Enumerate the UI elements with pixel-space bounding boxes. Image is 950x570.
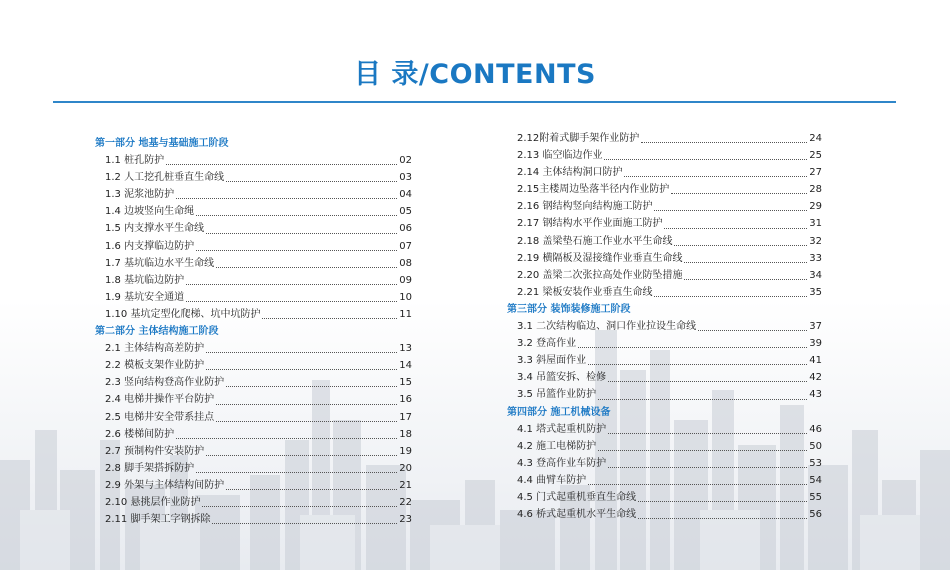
toc-entry-page: 53 <box>809 457 822 469</box>
toc-entry-page: 20 <box>399 462 412 474</box>
toc-left-column <box>95 135 412 528</box>
dot-leader <box>216 404 397 405</box>
toc-entry-label: 1.5 内支撑水平生命线 <box>105 223 205 235</box>
toc-entry-page: 05 <box>399 206 412 218</box>
dot-leader <box>226 386 397 387</box>
toc-entry[interactable] <box>507 284 822 301</box>
toc-entry[interactable] <box>95 169 412 186</box>
dot-leader <box>202 506 397 507</box>
toc-entry-label: 3.4 吊篮安拆、检修 <box>517 372 607 384</box>
toc-entry-page: 35 <box>809 286 822 298</box>
toc-entry[interactable] <box>95 443 412 460</box>
toc-entry[interactable] <box>95 511 412 528</box>
dot-leader <box>608 467 807 468</box>
toc-entry[interactable] <box>95 152 412 169</box>
dot-leader <box>186 301 397 302</box>
section-heading: 第三部分 装饰装修施工阶段 <box>507 303 631 315</box>
toc-entry-page: 32 <box>809 235 822 247</box>
toc-entry-page: 10 <box>399 291 412 303</box>
toc-entry[interactable] <box>95 391 412 408</box>
toc-entry[interactable] <box>507 181 822 198</box>
section-heading: 第二部分 主体结构施工阶段 <box>95 326 219 338</box>
toc-entry-page: 16 <box>399 394 412 406</box>
toc-entry[interactable] <box>507 421 822 438</box>
section-heading: 第四部分 施工机械设备 <box>507 406 611 418</box>
dot-leader <box>638 501 807 502</box>
dot-leader <box>664 228 807 229</box>
dot-leader <box>176 438 397 439</box>
toc-entry-label: 2.6 楼梯间防护 <box>105 428 175 440</box>
toc-entry[interactable] <box>95 477 412 494</box>
toc-entry-page: 46 <box>809 423 822 435</box>
toc-entry-page: 18 <box>399 428 412 440</box>
toc-entry[interactable] <box>95 272 412 289</box>
dot-leader <box>684 262 807 263</box>
toc-entry-label: 1.8 基坑临边防护 <box>105 274 185 286</box>
toc-entry-label: 2.4 电梯井操作平台防护 <box>105 394 215 406</box>
toc-entry-label: 2.3 竖向结构登高作业防护 <box>105 377 225 389</box>
toc-entry[interactable] <box>507 164 822 181</box>
toc-entry-label: 1.6 内支撑临边防护 <box>105 240 195 252</box>
toc-entry-label: 2.9 外架与主体结构间防护 <box>105 479 225 491</box>
dot-leader <box>598 450 807 451</box>
dot-leader <box>196 215 397 216</box>
toc-entry[interactable] <box>95 426 412 443</box>
toc-entry-label: 3.3 斜屋面作业 <box>517 355 587 367</box>
toc-entry-page: 23 <box>399 514 412 526</box>
dot-leader <box>654 296 807 297</box>
dot-leader <box>604 159 807 160</box>
toc-entry[interactable] <box>95 340 412 357</box>
toc-entry[interactable] <box>95 494 412 511</box>
toc-entry-label: 4.3 登高作业车防护 <box>517 457 607 469</box>
dot-leader <box>684 279 807 280</box>
toc-entry-label: 3.2 登高作业 <box>517 338 577 350</box>
toc-entry-page: 37 <box>809 321 822 333</box>
dot-leader <box>212 523 397 524</box>
toc-entry-page: 21 <box>399 479 412 491</box>
toc-entry[interactable] <box>95 186 412 203</box>
dot-leader <box>166 164 397 165</box>
toc-entry[interactable] <box>95 374 412 391</box>
toc-entry-label: 1.9 基坑安全通道 <box>105 291 185 303</box>
toc-entry-page: 14 <box>399 360 412 372</box>
dot-leader <box>671 193 807 194</box>
dot-leader <box>262 318 397 319</box>
toc-entry[interactable] <box>507 198 822 215</box>
toc-entry[interactable] <box>507 318 822 335</box>
dot-leader <box>608 381 807 382</box>
toc-entry-label: 2.10 悬挑层作业防护 <box>105 496 201 508</box>
toc-entry-label: 2.19 横隔板及湿接缝作业垂直生命线 <box>517 252 683 264</box>
toc-entry[interactable] <box>507 267 822 284</box>
toc-entry-label: 2.11 脚手架工字钢拆除 <box>105 514 211 526</box>
toc-entry-page: 43 <box>809 389 822 401</box>
toc-entry-label: 3.5 吊篮作业防护 <box>517 389 597 401</box>
toc-entry-label: 1.1 桩孔防护 <box>105 155 165 167</box>
dot-leader <box>216 421 397 422</box>
dot-leader <box>176 198 397 199</box>
toc-entry-page: 24 <box>809 133 822 144</box>
toc-entry-label: 2.5 电梯井安全带系挂点 <box>105 411 215 423</box>
toc-entry[interactable] <box>95 203 412 220</box>
page-title: 目 录/CONTENTS <box>354 59 596 90</box>
toc-entry[interactable] <box>95 409 412 426</box>
toc-entry-page: 02 <box>399 155 412 167</box>
toc-entry[interactable] <box>507 130 822 147</box>
toc-entry-label: 4.5 门式起重机垂直生命线 <box>517 491 637 503</box>
toc-entry[interactable] <box>95 255 412 272</box>
toc-entry[interactable] <box>507 455 822 472</box>
toc-entry-label: 1.7 基坑临边水平生命线 <box>105 257 215 269</box>
toc-entry-page: 07 <box>399 240 412 252</box>
toc-entry-page: 13 <box>399 343 412 355</box>
toc-entry-page: 08 <box>399 257 412 269</box>
dot-leader <box>654 210 807 211</box>
dot-leader <box>588 484 807 485</box>
toc-entry-page: 28 <box>809 184 822 196</box>
toc-entry[interactable] <box>95 220 412 237</box>
toc-right-column <box>507 130 822 523</box>
dot-leader <box>196 250 397 251</box>
toc-entry-page: 17 <box>399 411 412 423</box>
toc-entry[interactable] <box>95 238 412 255</box>
toc-entry-page: 54 <box>809 474 822 486</box>
toc-entry-label: 2.21 梁板安装作业垂直生命线 <box>517 286 653 298</box>
dot-leader <box>674 245 807 246</box>
dot-leader <box>206 233 397 234</box>
toc-entry-page: 03 <box>399 172 412 184</box>
toc-entry-label: 2.12附着式脚手架作业防护 <box>517 133 640 144</box>
dot-leader <box>588 364 807 365</box>
toc-entry[interactable] <box>95 289 412 306</box>
toc-entry[interactable] <box>507 369 822 386</box>
toc-entry-page: 09 <box>399 274 412 286</box>
toc-entry-label: 2.13 临空临边作业 <box>517 150 603 162</box>
toc-entry-page: 06 <box>399 223 412 235</box>
toc-entry-label: 2.17 钢结构水平作业面施工防护 <box>517 218 663 230</box>
toc-entry[interactable] <box>507 215 822 232</box>
toc-entry-label: 1.4 边坡竖向生命绳 <box>105 206 195 218</box>
dot-leader <box>624 176 807 177</box>
toc-entry-page: 27 <box>809 167 822 179</box>
toc-entry[interactable] <box>95 460 412 477</box>
dot-leader <box>641 142 807 143</box>
dot-leader <box>608 433 807 434</box>
toc-entry-label: 2.14 主体结构洞口防护 <box>517 167 623 179</box>
toc-entry-page: 50 <box>809 440 822 452</box>
toc-entry[interactable] <box>507 335 822 352</box>
toc-entry-page: 39 <box>809 338 822 350</box>
toc-entry-page: 11 <box>399 308 412 320</box>
toc-entry-page: 42 <box>809 372 822 384</box>
toc-entry[interactable] <box>95 306 412 323</box>
toc-entry-page: 33 <box>809 252 822 264</box>
dot-leader <box>598 399 807 400</box>
toc-entry[interactable] <box>507 386 822 403</box>
dot-leader <box>196 472 397 473</box>
toc-entry-label: 4.1 塔式起重机防护 <box>517 423 607 435</box>
toc-entry-label: 2.20 盖梁二次张拉高处作业防坠措施 <box>517 269 683 281</box>
toc-entry-label: 2.1 主体结构高差防护 <box>105 343 205 355</box>
toc-entry-label: 2.8 脚手架搭拆防护 <box>105 462 195 474</box>
dot-leader <box>206 455 397 456</box>
toc-entry[interactable] <box>507 506 822 523</box>
toc-entry-label: 4.2 施工电梯防护 <box>517 440 597 452</box>
toc-entry-page: 04 <box>399 189 412 201</box>
dot-leader <box>206 369 397 370</box>
dot-leader <box>698 330 807 331</box>
toc-entry[interactable] <box>507 489 822 506</box>
dot-leader <box>638 518 807 519</box>
toc-entry-label: 2.16 钢结构竖向结构施工防护 <box>517 201 653 213</box>
toc-entry-page: 15 <box>399 377 412 389</box>
toc-entry[interactable] <box>507 438 822 455</box>
toc-entry-page: 56 <box>809 509 822 521</box>
dot-leader <box>226 181 397 182</box>
toc-entry-label: 4.4 曲臂车防护 <box>517 474 587 486</box>
toc-entry-label: 2.2 模板支架作业防护 <box>105 360 205 372</box>
toc-entry-label: 2.7 预制构件安装防护 <box>105 445 205 457</box>
toc-entry[interactable] <box>507 250 822 267</box>
toc-entry[interactable] <box>507 472 822 489</box>
toc-entry-page: 31 <box>809 218 822 230</box>
toc-entry-label: 2.18 盖梁垫石施工作业水平生命线 <box>517 235 673 247</box>
dot-leader <box>206 352 397 353</box>
toc-entry-label: 1.10 基坑定型化爬梯、坑中坑防护 <box>105 308 261 320</box>
dot-leader <box>226 489 397 490</box>
dot-leader <box>186 284 397 285</box>
toc-entry-label: 1.2 人工挖孔桩垂直生命线 <box>105 172 225 184</box>
toc-entry-page: 19 <box>399 445 412 457</box>
toc-entry-page: 29 <box>809 201 822 213</box>
toc-entry-label: 1.3 泥浆池防护 <box>105 189 175 201</box>
toc-entry-page: 34 <box>809 269 822 281</box>
dot-leader <box>216 267 397 268</box>
toc-entry[interactable] <box>507 352 822 369</box>
toc-entry-page: 55 <box>809 491 822 503</box>
toc-entry[interactable] <box>507 147 822 164</box>
toc-entry[interactable] <box>95 357 412 374</box>
toc-entry[interactable] <box>507 233 822 250</box>
toc-entry-label: 2.15主楼周边坠落半径内作业防护 <box>517 184 670 196</box>
section-heading: 第一部分 地基与基础施工阶段 <box>95 138 229 149</box>
toc-entry-page: 25 <box>809 150 822 162</box>
toc-entry-label: 4.6 桥式起重机水平生命线 <box>517 509 637 521</box>
title-divider <box>53 101 896 103</box>
dot-leader <box>578 347 807 348</box>
toc-entry-label: 3.1 二次结构临边、洞口作业拉设生命线 <box>517 321 697 333</box>
toc-entry-page: 22 <box>399 496 412 508</box>
toc-entry-page: 41 <box>809 355 822 367</box>
